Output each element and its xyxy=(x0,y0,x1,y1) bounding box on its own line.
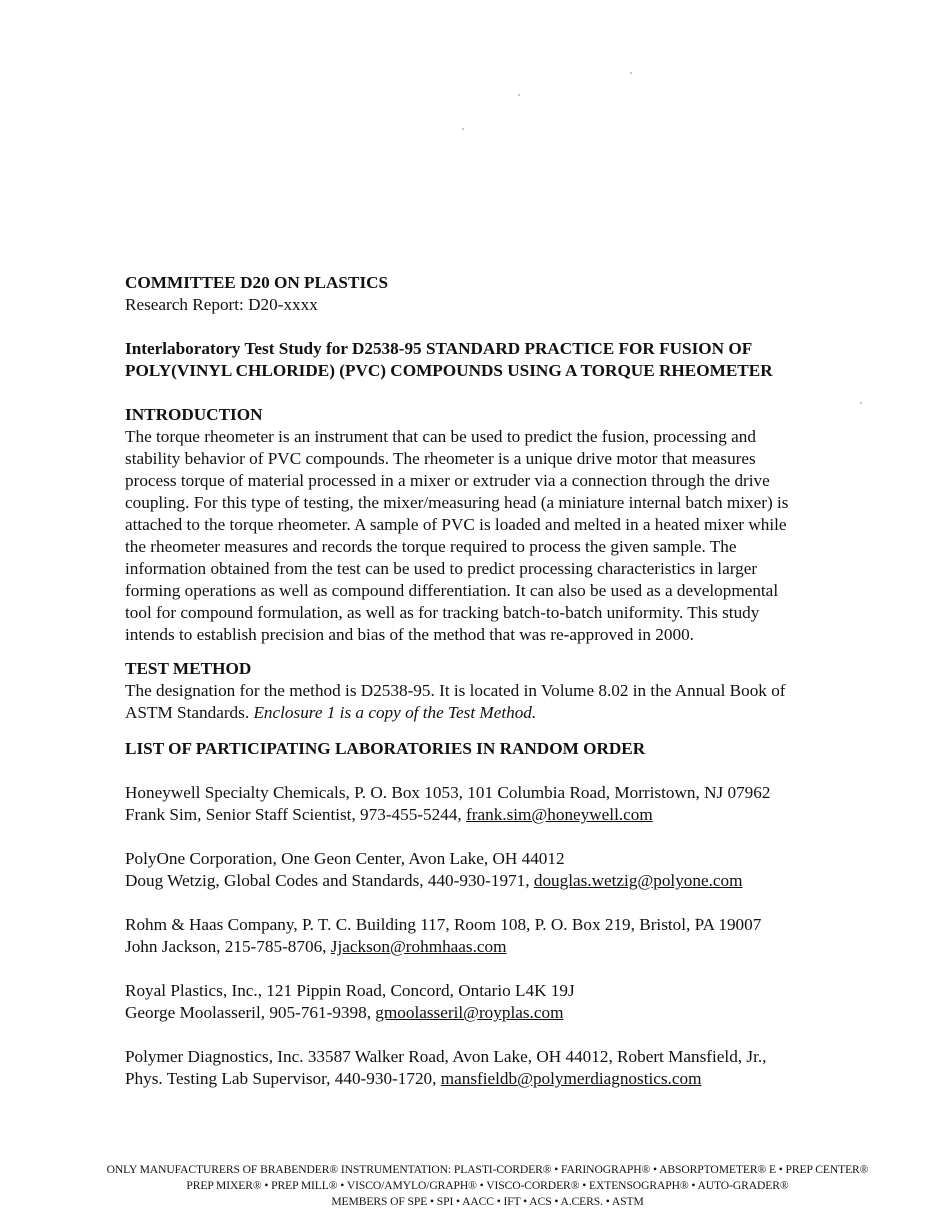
lab-contact-text: John Jackson, 215-785-8706, xyxy=(125,937,331,956)
lab-contact xyxy=(125,804,865,826)
lab-address: PolyOne Corporation, One Geon Center, Avon Lake, OH 44012 xyxy=(125,849,565,868)
letterhead-footer xyxy=(0,1162,950,1210)
test-method-line xyxy=(125,702,865,724)
test-method-heading: TEST METHOD xyxy=(125,659,252,678)
lab-email-link[interactable]: mansfieldb@polymerdiagnostics.com xyxy=(440,1069,702,1088)
lab-contact xyxy=(125,870,865,892)
study-title-line-2: POLY(VINYL CHLORIDE) (PVC) COMPOUNDS USING A TORQUE RHEOMETER xyxy=(125,361,773,380)
introduction-line: coupling. For this type of testing, the mixer/measuring head (a miniature internal batch mixer) is xyxy=(125,493,789,512)
enclosure-note: Enclosure 1 is a copy of the Test Method. xyxy=(253,703,537,722)
labs-heading: LIST OF PARTICIPATING LABORATORIES IN RANDOM ORDER xyxy=(125,739,646,758)
lab-contact-text: Doug Wetzig, Global Codes and Standards, 440-930-1971, xyxy=(125,871,534,890)
introduction-heading: INTRODUCTION xyxy=(125,405,263,424)
report-number: Research Report: D20-xxxx xyxy=(125,295,318,314)
lab-contact-text: Phys. Testing Lab Supervisor, 440-930-1720, xyxy=(125,1069,441,1088)
introduction-line: forming operations as well as compound differentiation. It can also be used as a developmental xyxy=(125,581,779,600)
lab-email-link[interactable]: Jjackson@rohmhaas.com xyxy=(330,937,507,956)
scan-speck xyxy=(630,72,632,74)
footer-line: ONLY MANUFACTURERS OF BRABENDER® INSTRUMENTATION: PLASTI-CORDER® • FARINOGRAPH® • ABSORPTOMETER® E • PREP CENTER® xyxy=(106,1163,869,1176)
lab-entry-honeywell xyxy=(125,782,865,826)
introduction-line: the rheometer measures and records the torque required to process the given sample. The xyxy=(125,537,737,556)
test-method-line: The designation for the method is D2538-95. It is located in Volume 8.02 in the Annual Book of xyxy=(125,681,786,700)
lab-address: Polymer Diagnostics, Inc. 33587 Walker Road, Avon Lake, OH 44012, Robert Mansfield, Jr., xyxy=(125,1047,767,1066)
introduction-line: intends to establish precision and bias of the method that was re-approved in 2000. xyxy=(125,625,694,644)
scan-speck xyxy=(518,94,520,96)
lab-entry-rohm-haas xyxy=(125,914,865,958)
footer-line: MEMBERS OF SPE • SPI • AACC • IFT • ACS • A.CERS. • ASTM xyxy=(331,1195,644,1208)
lab-entry-royal-plastics xyxy=(125,980,865,1024)
test-method-text: ASTM Standards. xyxy=(125,703,254,722)
lab-address: Royal Plastics, Inc., 121 Pippin Road, Concord, Ontario L4K 19J xyxy=(125,981,575,1000)
scan-speck xyxy=(462,128,464,130)
lab-email-link[interactable]: frank.sim@honeywell.com xyxy=(466,805,653,824)
document-body xyxy=(125,272,865,1090)
introduction-line: stability behavior of PVC compounds. The rheometer is a unique drive motor that measures xyxy=(125,449,756,468)
committee-heading: COMMITTEE D20 ON PLASTICS xyxy=(125,273,389,292)
lab-list xyxy=(125,782,865,1090)
lab-contact xyxy=(125,1068,865,1090)
introduction-line: process torque of material processed in a mixer or extruder via a connection through the drive xyxy=(125,471,770,490)
introduction-line: attached to the torque rheometer. A sample of PVC is loaded and melted in a heated mixer while xyxy=(125,515,787,534)
footer-line: PREP MIXER® • PREP MILL® • VISCO/AMYLO/GRAPH® • VISCO-CORDER® • EXTENSOGRAPH® • AUTO-GRADER® xyxy=(186,1179,789,1192)
lab-contact xyxy=(125,1002,865,1024)
lab-email-link[interactable]: gmoolasseril@royplas.com xyxy=(375,1003,564,1022)
test-method-paragraph xyxy=(125,680,865,724)
study-title-line-1: Interlaboratory Test Study for D2538-95 STANDARD PRACTICE FOR FUSION OF xyxy=(125,339,753,358)
lab-address: Rohm & Haas Company, P. T. C. Building 117, Room 108, P. O. Box 219, Bristol, PA 19007 xyxy=(125,915,762,934)
lab-entry-polyone xyxy=(125,848,865,892)
lab-entry-polymer-diagnostics xyxy=(125,1046,865,1090)
lab-email-link[interactable]: douglas.wetzig@polyone.com xyxy=(533,871,743,890)
lab-contact-text: George Moolasseril, 905-761-9398, xyxy=(125,1003,376,1022)
introduction-line: information obtained from the test can be used to predict processing characteristics in larger xyxy=(125,559,758,578)
lab-address: Honeywell Specialty Chemicals, P. O. Box 1053, 101 Columbia Road, Morristown, NJ 07962 xyxy=(125,783,771,802)
lab-contact xyxy=(125,936,865,958)
introduction-paragraph xyxy=(125,426,865,646)
introduction-line: tool for compound formulation, as well as for tracking batch-to-batch uniformity. This study xyxy=(125,603,760,622)
introduction-line: The torque rheometer is an instrument that can be used to predict the fusion, processing and xyxy=(125,427,756,446)
lab-contact-text: Frank Sim, Senior Staff Scientist, 973-455-5244, xyxy=(125,805,467,824)
